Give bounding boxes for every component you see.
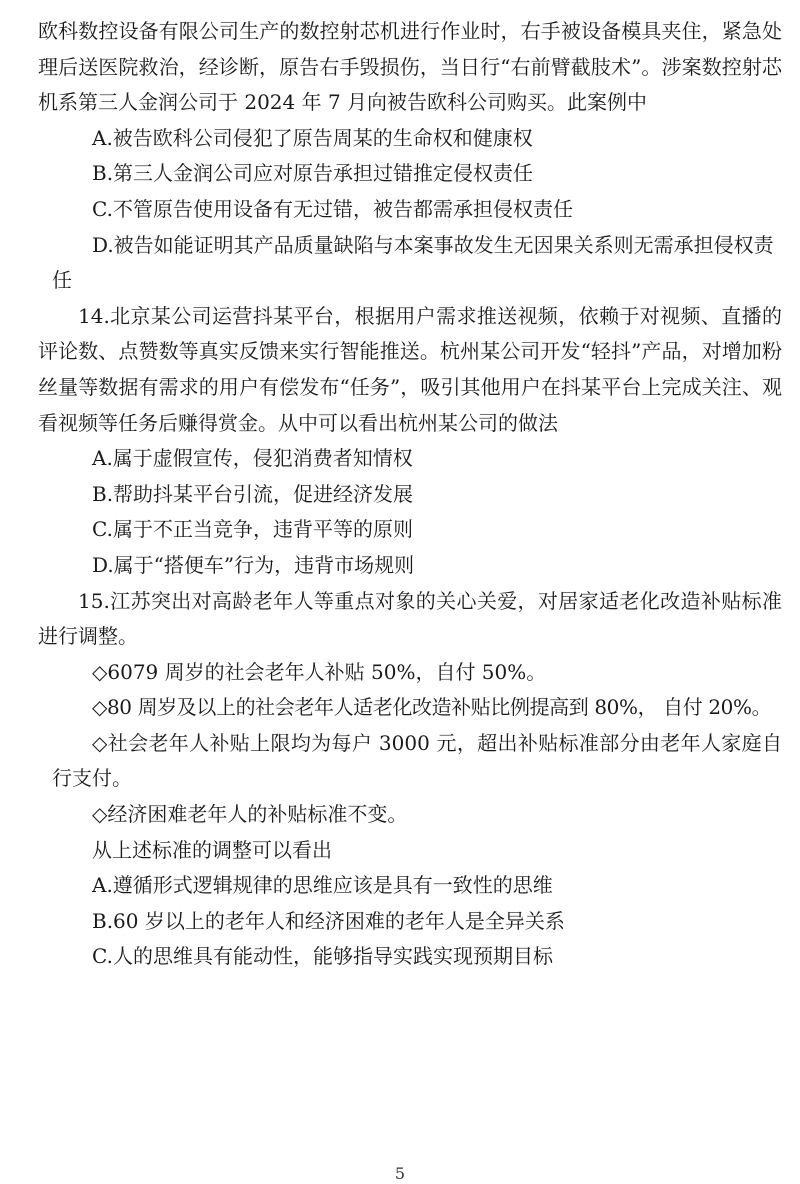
q13-option-b: B.第三人金润公司应对原告承担过错推定侵权责任	[92, 161, 534, 186]
q15-stem: 15.江苏突出对高龄老年人等重点对象的关心关爱，对居家适老化改造补贴标准进行调整。	[38, 588, 782, 649]
q14-option-b: B.帮助抖某平台引流，促进经济发展	[92, 481, 414, 506]
q15-bullet-3: ◇社会老年人补贴上限均为每户 3000 元，超出补贴标准部分由老年人家庭自行支付。	[52, 730, 782, 791]
exam-page	[38, 14, 782, 975]
q14-stem: 14.北京某公司运营抖某平台，根据用户需求推送视频，依赖于对视频、直播的评论数、点赞数等真实反馈来实行智能推送。杭州某公司开发“轻抖”产品，对增加粉丝量等数据有需求的用户有偿发布“任务”，吸引其他用户在抖某平台上完成关注、观看视频等任务后赚得赏金。从中可以看出杭州某公司的做法	[38, 303, 782, 435]
q13-option-a: A.被告欧科公司侵犯了原告周某的生命权和健康权	[92, 125, 533, 150]
q15-option-c: C.人的思维具有能动性，能够指导实践实现预期目标	[92, 944, 553, 969]
q14-option-c: C.属于不正当竞争，违背平等的原则	[92, 517, 413, 542]
q14-option-d: D.属于“搭便车”行为，违背市场规则	[92, 552, 415, 577]
q13-stem-continuation: 欧科数控设备有限公司生产的数控射芯机进行作业时，右手被设备模具夹住，紧急处理后送医院救治，经诊断，原告右手毁损伤，当日行“右前臂截肢术”。涉案数控射芯机系第三人金润公司于 2024 年 7 月向被告欧科公司购买。此案例中	[38, 19, 782, 115]
q15-option-b: B.60 岁以上的老年人和经济困难的老年人是全异关系	[92, 908, 565, 933]
q13-option-d: D.被告如能证明其产品质量缺陷与本案事故发生无因果关系则无需承担侵权责任	[52, 232, 774, 293]
q13-option-c: C.不管原告使用设备有无过错，被告都需承担侵权责任	[92, 196, 573, 221]
q15-option-a: A.遵循形式逻辑规律的思维应该是具有一致性的思维	[92, 873, 553, 898]
q14-option-a: A.属于虚假宣传，侵犯消费者知情权	[92, 446, 413, 471]
q15-bullet-1: ◇6079 周岁的社会老年人补贴 50%，自付 50%。	[92, 659, 547, 684]
q15-lead: 从上述标准的调整可以看出	[92, 837, 332, 862]
q15-bullet-4: ◇经济困难老年人的补贴标准不变。	[92, 802, 408, 827]
q15-bullet-2: ◇80 周岁及以上的社会老年人适老化改造补贴比例提高到 80%， 自付 20%。	[92, 695, 772, 720]
page-number: 5	[394, 1164, 406, 1183]
